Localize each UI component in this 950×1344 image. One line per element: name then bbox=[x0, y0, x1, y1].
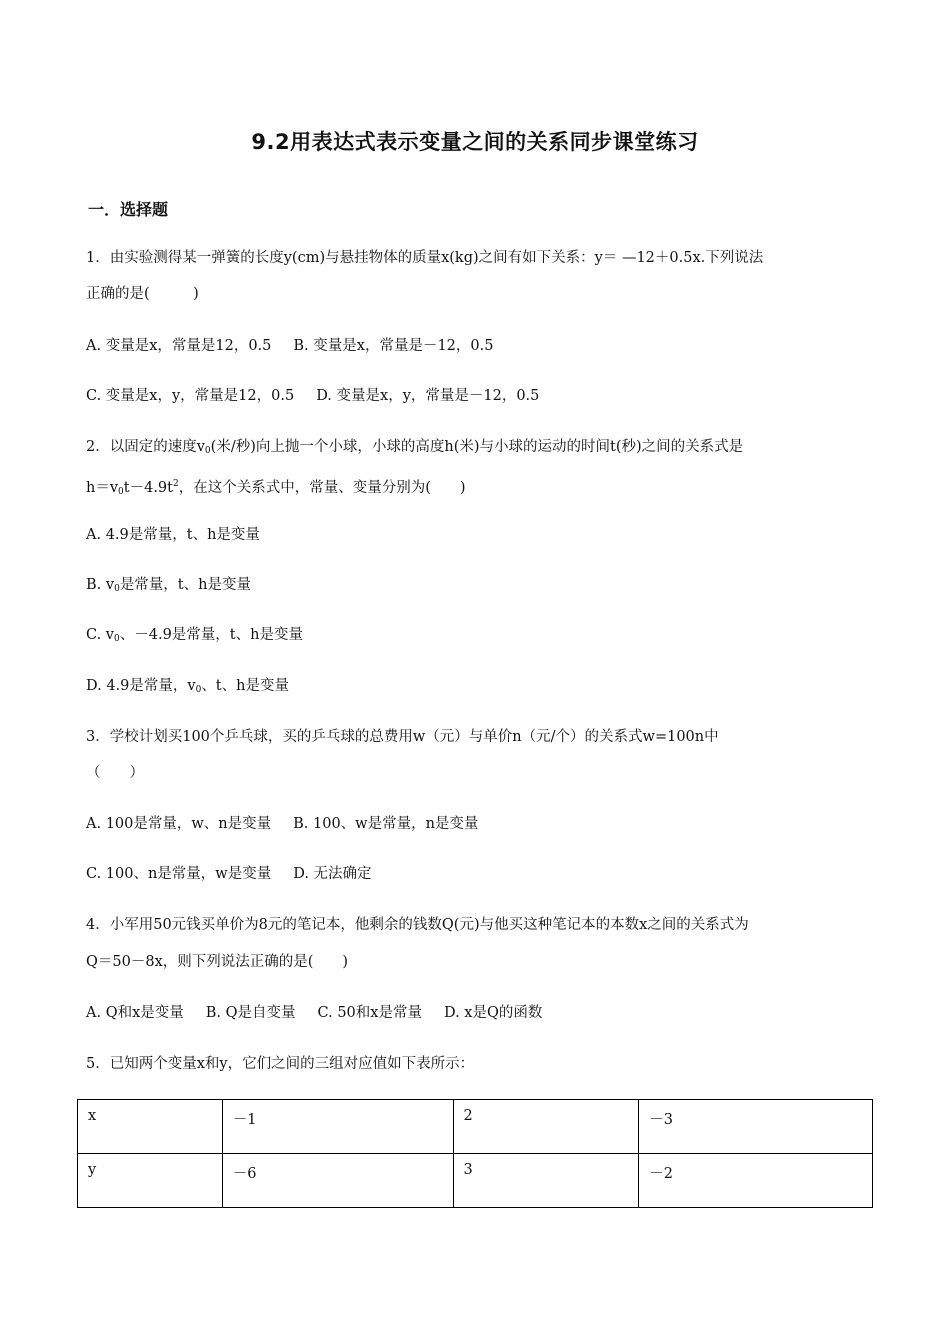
q1-options-row2 bbox=[86, 386, 539, 406]
q2-formula-c: ，在这个关系式中，常量、变量分别为( ) bbox=[178, 480, 466, 496]
q4-options-row bbox=[86, 1003, 542, 1023]
table-cell: x bbox=[78, 1100, 223, 1154]
q2-stem-line1 bbox=[86, 437, 743, 461]
q4-stem-line2: Q＝50－8x，则下列说法正确的是( ) bbox=[86, 954, 349, 970]
table-row bbox=[78, 1100, 873, 1154]
q3-option-b[interactable]: B. 100、w是常量，n是变量 bbox=[293, 816, 479, 832]
q2-formula-b: t－4.9t bbox=[123, 480, 173, 496]
table-cell: 3 bbox=[453, 1154, 639, 1208]
q2-superscript: 2 bbox=[172, 479, 179, 489]
table-cell: 2 bbox=[453, 1100, 639, 1154]
q3-option-d[interactable]: D. 无法确定 bbox=[293, 866, 372, 882]
q3-options-row1 bbox=[86, 814, 478, 834]
q4-option-b[interactable]: B. Q是自变量 bbox=[205, 1005, 296, 1021]
q2-subscript: 0 bbox=[204, 446, 211, 456]
q3-options-row2 bbox=[86, 864, 372, 884]
q2-option-d-text-a: D. 4.9是常量，v bbox=[86, 678, 196, 694]
q2-option-c-text-b: 、－4.9是常量，t、h是变量 bbox=[119, 627, 303, 643]
q2-subscript: 0 bbox=[114, 634, 120, 644]
table-row bbox=[78, 1154, 873, 1208]
q1-option-b[interactable]: B. 变量是x，常量是－12，0.5 bbox=[293, 338, 494, 354]
q4-option-c[interactable]: C. 50和x是常量 bbox=[317, 1005, 422, 1021]
q2-subscript: 0 bbox=[118, 487, 124, 497]
table-cell: －3 bbox=[639, 1100, 873, 1154]
q2-stem-text-a: 2．以固定的速度v bbox=[86, 439, 205, 455]
q2-stem-line2 bbox=[86, 474, 466, 502]
q1-options-row1 bbox=[86, 336, 493, 356]
q2-option-b[interactable] bbox=[86, 575, 251, 599]
table-cell: －2 bbox=[639, 1154, 873, 1208]
table-cell: －1 bbox=[222, 1100, 453, 1154]
values-table bbox=[77, 1099, 873, 1208]
q3-stem-line2: （ ） bbox=[86, 765, 144, 781]
q2-option-a[interactable]: A. 4.9是常量，t、h是变量 bbox=[86, 527, 260, 543]
q2-subscript: 0 bbox=[114, 584, 120, 594]
page-title: 9.2用表达式表示变量之间的关系同步课堂练习 bbox=[251, 130, 699, 154]
q2-option-c-text-a: C. v bbox=[86, 627, 114, 643]
q3-stem-line1: 3．学校计划买100个乒乓球，买的乒乓球的总费用w（元）与单价n（元/个）的关系式w=100n中 bbox=[86, 729, 719, 745]
q5-stem-line1: 5．已知两个变量x和y，它们之间的三组对应值如下表所示： bbox=[86, 1056, 475, 1072]
section-heading: 一．选择题 bbox=[88, 200, 169, 219]
q1-option-c[interactable]: C. 变量是x，y，常量是12，0.5 bbox=[86, 388, 295, 404]
q2-formula-a: h＝v bbox=[86, 480, 119, 496]
q2-option-d-text-b: 、t、h是变量 bbox=[201, 678, 289, 694]
q4-option-d[interactable]: D. x是Q的函数 bbox=[443, 1005, 543, 1021]
q2-subscript: 0 bbox=[195, 685, 202, 695]
q2-option-d[interactable] bbox=[86, 676, 289, 700]
q2-option-b-text-b: 是常量，t、h是变量 bbox=[119, 577, 251, 593]
q1-option-d[interactable]: D. 变量是x，y，常量是－12，0.5 bbox=[316, 388, 540, 404]
q3-option-a[interactable]: A. 100是常量，w、n是变量 bbox=[86, 816, 272, 832]
q4-option-a[interactable]: A. Q和x是变量 bbox=[86, 1005, 184, 1021]
q2-stem-text-b: (米/秒)向上抛一个小球，小球的高度h(米)与小球的运动的时间t(秒)之间的关系式是 bbox=[210, 439, 744, 455]
q2-option-c[interactable] bbox=[86, 625, 303, 649]
table-cell: y bbox=[78, 1154, 223, 1208]
q1-option-a[interactable]: A. 变量是x，常量是12，0.5 bbox=[86, 338, 272, 354]
q2-option-b-text-a: B. v bbox=[86, 577, 115, 593]
q1-stem-line2: 正确的是( ) bbox=[86, 286, 199, 302]
q4-stem-line1: 4．小军用50元钱买单价为8元的笔记本，他剩余的钱数Q(元)与他买这种笔记本的本数x之间的关系式为 bbox=[86, 917, 749, 933]
q3-option-c[interactable]: C. 100、n是常量，w是变量 bbox=[86, 866, 272, 882]
table-cell: －6 bbox=[222, 1154, 453, 1208]
q1-stem-line1: 1．由实验测得某一弹簧的长度y(cm)与悬挂物体的质量x(kg)之间有如下关系：y＝ —12＋0.5x.下列说法 bbox=[86, 250, 764, 266]
